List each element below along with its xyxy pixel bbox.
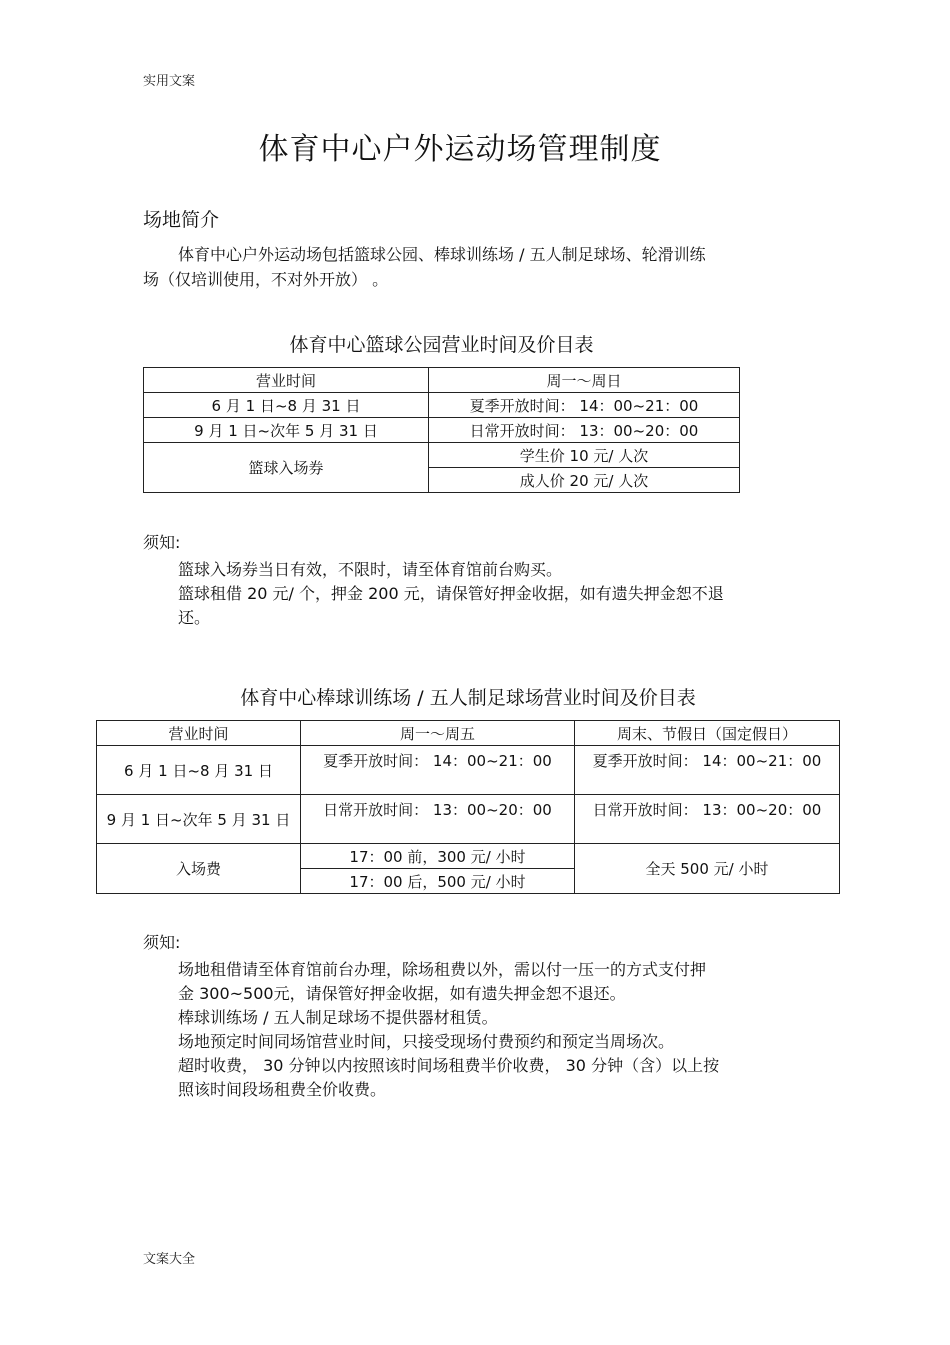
basketball-table-title: 体育中心篮球公园营业时间及价目表 (289, 334, 594, 356)
notice-item: 照该时间段场租费全价收费。 (178, 1080, 387, 1099)
table-header-cell: 周一～周五 (301, 721, 575, 746)
footer-note: 文案大全 (143, 1252, 196, 1267)
notice-item: 还。 (178, 608, 211, 627)
table-cell: 17：00 前，300 元/ 小时 (301, 844, 575, 869)
table-header-cell: 营业时间 (97, 721, 301, 746)
notice-item: 场地租借请至体育馆前台办理，除场租费以外，需以付一压一的方式支付押 (178, 960, 707, 979)
notice-item: 篮球租借 20 元/ 个，押金 200 元，请保管好押金收据，如有遗失押金恕不退 (178, 584, 724, 603)
baseball-table-title: 体育中心棒球训练场 / 五人制足球场营业时间及价目表 (240, 687, 696, 709)
table-cell: 学生价 10 元/ 人次 (429, 443, 740, 468)
baseball-notice-list (178, 958, 808, 1102)
table-cell: 6 月 1 日~8 月 31 日 (97, 746, 301, 795)
table-cell: 入场费 (97, 844, 301, 894)
table-cell: 日常开放时间： 13：00~20：00 (301, 795, 575, 844)
table-cell: 6 月 1 日~8 月 31 日 (144, 393, 429, 418)
table-row (97, 844, 840, 869)
intro-heading: 场地简介 (143, 209, 220, 231)
table-header-cell: 周一～周日 (429, 368, 740, 393)
table-cell: 9 月 1 日~次年 5 月 31 日 (97, 795, 301, 844)
table-cell: 夏季开放时间： 14：00~21：00 (301, 746, 575, 795)
table-cell: 9 月 1 日~次年 5 月 31 日 (144, 418, 429, 443)
table-row (97, 795, 840, 844)
table-cell: 日常开放时间： 13：00~20：00 (575, 795, 840, 844)
table-cell: 17：00 后，500 元/ 小时 (301, 869, 575, 894)
table-row (97, 746, 840, 795)
table-row (144, 443, 740, 468)
header-note: 实用文案 (143, 74, 196, 89)
notice-item: 金 300~500元，请保管好押金收据，如有遗失押金恕不退还。 (178, 984, 626, 1003)
table-row (144, 368, 740, 393)
table-cell: 成人价 20 元/ 人次 (429, 468, 740, 493)
page-title: 体育中心户外运动场管理制度 (258, 132, 662, 167)
table-cell: 篮球入场券 (144, 443, 429, 493)
basketball-notice-list (178, 558, 808, 630)
basketball-price-table (143, 367, 740, 493)
table-row (144, 393, 740, 418)
table-header-cell: 周末、节假日（国定假日） (575, 721, 840, 746)
notice-item: 超时收费， 30 分钟以内按照该时间场租费半价收费， 30 分钟（含）以上按 (178, 1056, 720, 1075)
notice-item: 篮球入场券当日有效，不限时，请至体育馆前台购买。 (178, 560, 563, 579)
intro-line: 场（仅培训使用，不对外开放） 。 (143, 270, 389, 289)
table-cell: 夏季开放时间： 14：00~21：00 (575, 746, 840, 795)
table-cell: 全天 500 元/ 小时 (575, 844, 840, 894)
notice-label: 须知: (143, 933, 181, 952)
table-cell: 日常开放时间： 13：00~20：00 (429, 418, 740, 443)
table-row (97, 721, 840, 746)
table-cell: 夏季开放时间： 14：00~21：00 (429, 393, 740, 418)
notice-item: 场地预定时间同场馆营业时间，只接受现场付费预约和预定当周场次。 (178, 1032, 675, 1051)
baseball-price-table (96, 720, 840, 894)
notice-item: 棒球训练场 / 五人制足球场不提供器材租赁。 (178, 1008, 498, 1027)
table-header-cell: 营业时间 (144, 368, 429, 393)
notice-label: 须知: (143, 533, 181, 552)
intro-paragraph (143, 242, 813, 292)
table-row (144, 418, 740, 443)
intro-line: 体育中心户外运动场包括篮球公园、棒球训练场 / 五人制足球场、轮滑训练 (178, 245, 706, 264)
